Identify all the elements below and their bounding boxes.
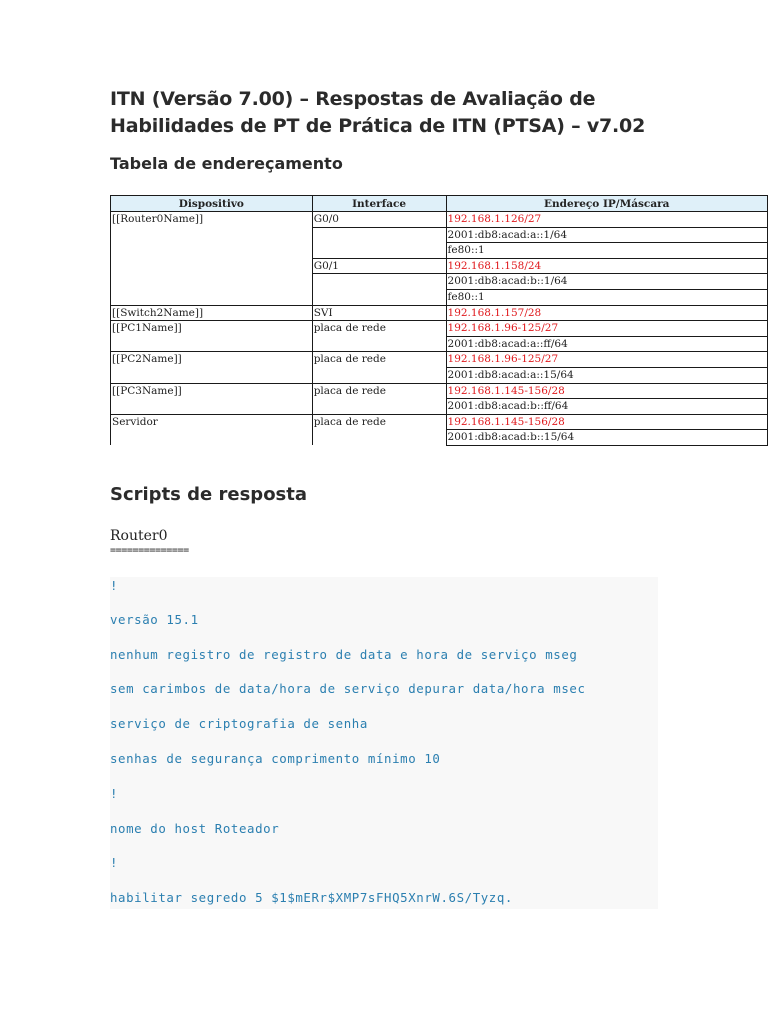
table-row — [111, 243, 768, 259]
scripts-heading: Scripts de resposta — [110, 484, 308, 505]
addressing-table — [110, 195, 768, 446]
ip-cell: fe80::1 — [446, 243, 767, 259]
interface-cell: placa de rede — [312, 321, 446, 337]
column-header-ip: Endereço IP/Máscara — [446, 196, 767, 212]
device-heading: Router0 — [110, 528, 168, 544]
interface-cell — [312, 227, 446, 243]
device-cell: [[PC3Name]] — [111, 383, 313, 399]
column-header-interface: Interface — [312, 196, 446, 212]
ip-cell: 2001:db8:acad:b::ff/64 — [446, 399, 767, 415]
code-line: habilitar segredo 5 $1$mERr$XMP7sFHQ5XnrW.6S/Tyzq. — [110, 890, 513, 905]
interface-cell: placa de rede — [312, 352, 446, 368]
table-row — [111, 336, 768, 352]
device-cell — [111, 399, 313, 415]
device-cell: [[Router0Name]] — [111, 212, 313, 228]
table-row — [111, 212, 768, 228]
interface-cell: placa de rede — [312, 414, 446, 430]
ip-cell: 192.168.1.96-125/27 — [446, 352, 767, 368]
code-line: ! — [110, 578, 119, 593]
code-line: versão 15.1 — [110, 612, 199, 627]
ip-cell: 2001:db8:acad:b::15/64 — [446, 430, 767, 446]
interface-cell: placa de rede — [312, 383, 446, 399]
table-row — [111, 399, 768, 415]
code-line: ! — [110, 855, 119, 870]
interface-cell — [312, 336, 446, 352]
code-line: nome do host Roteador — [110, 821, 280, 836]
interface-cell: G0/1 — [312, 258, 446, 274]
device-cell — [111, 258, 313, 274]
table-row — [111, 352, 768, 368]
ip-cell: 192.168.1.126/27 — [446, 212, 767, 228]
device-cell: [[PC2Name]] — [111, 352, 313, 368]
table-row — [111, 430, 768, 446]
interface-cell — [312, 289, 446, 305]
table-row — [111, 305, 768, 321]
code-line: senhas de segurança comprimento mínimo 10 — [110, 751, 441, 766]
device-cell: Servidor — [111, 414, 313, 430]
device-cell — [111, 243, 313, 259]
code-line: serviço de criptografia de senha — [110, 716, 368, 731]
interface-cell — [312, 399, 446, 415]
device-cell — [111, 289, 313, 305]
device-cell: [[Switch2Name]] — [111, 305, 313, 321]
code-line: nenhum registro de registro de data e hora de serviço mseg — [110, 647, 578, 662]
table-row — [111, 274, 768, 290]
interface-cell — [312, 274, 446, 290]
interface-cell: SVI — [312, 305, 446, 321]
code-line: sem carimbos de data/hora de serviço depurar data/hora msec — [110, 681, 586, 696]
device-cell — [111, 430, 313, 446]
ip-cell: 2001:db8:acad:a::15/64 — [446, 367, 767, 383]
table-row — [111, 414, 768, 430]
interface-cell — [312, 243, 446, 259]
device-cell — [111, 274, 313, 290]
ip-cell: 192.168.1.157/28 — [446, 305, 767, 321]
interface-cell — [312, 430, 446, 446]
device-cell: [[PC1Name]] — [111, 321, 313, 337]
device-cell — [111, 336, 313, 352]
ip-cell: 2001:db8:acad:a::ff/64 — [446, 336, 767, 352]
ip-cell: 192.168.1.145-156/28 — [446, 414, 767, 430]
ip-cell: 2001:db8:acad:a::1/64 — [446, 227, 767, 243]
table-row — [111, 258, 768, 274]
ip-cell: 192.168.1.96-125/27 — [446, 321, 767, 337]
table-header-row — [111, 196, 768, 212]
device-cell — [111, 227, 313, 243]
column-header-device: Dispositivo — [111, 196, 313, 212]
table-row — [111, 383, 768, 399]
code-line: ! — [110, 786, 119, 801]
table-row — [111, 289, 768, 305]
device-cell — [111, 367, 313, 383]
ip-cell: 192.168.1.158/24 — [446, 258, 767, 274]
ip-cell: 192.168.1.145-156/28 — [446, 383, 767, 399]
table-row — [111, 367, 768, 383]
interface-cell: G0/0 — [312, 212, 446, 228]
ip-cell: fe80::1 — [446, 289, 767, 305]
addressing-table-heading: Tabela de endereçamento — [110, 154, 343, 173]
table-row — [111, 227, 768, 243]
code-block[interactable] — [110, 577, 658, 909]
table-row — [111, 321, 768, 337]
page-title: ITN (Versão 7.00) – Respostas de Avaliação de Habilidades de PT de Prática de ITN (PTSA) – v7.02 — [110, 88, 646, 137]
interface-cell — [312, 367, 446, 383]
ip-cell: 2001:db8:acad:b::1/64 — [446, 274, 767, 290]
heading-underline: ============== — [110, 545, 189, 556]
